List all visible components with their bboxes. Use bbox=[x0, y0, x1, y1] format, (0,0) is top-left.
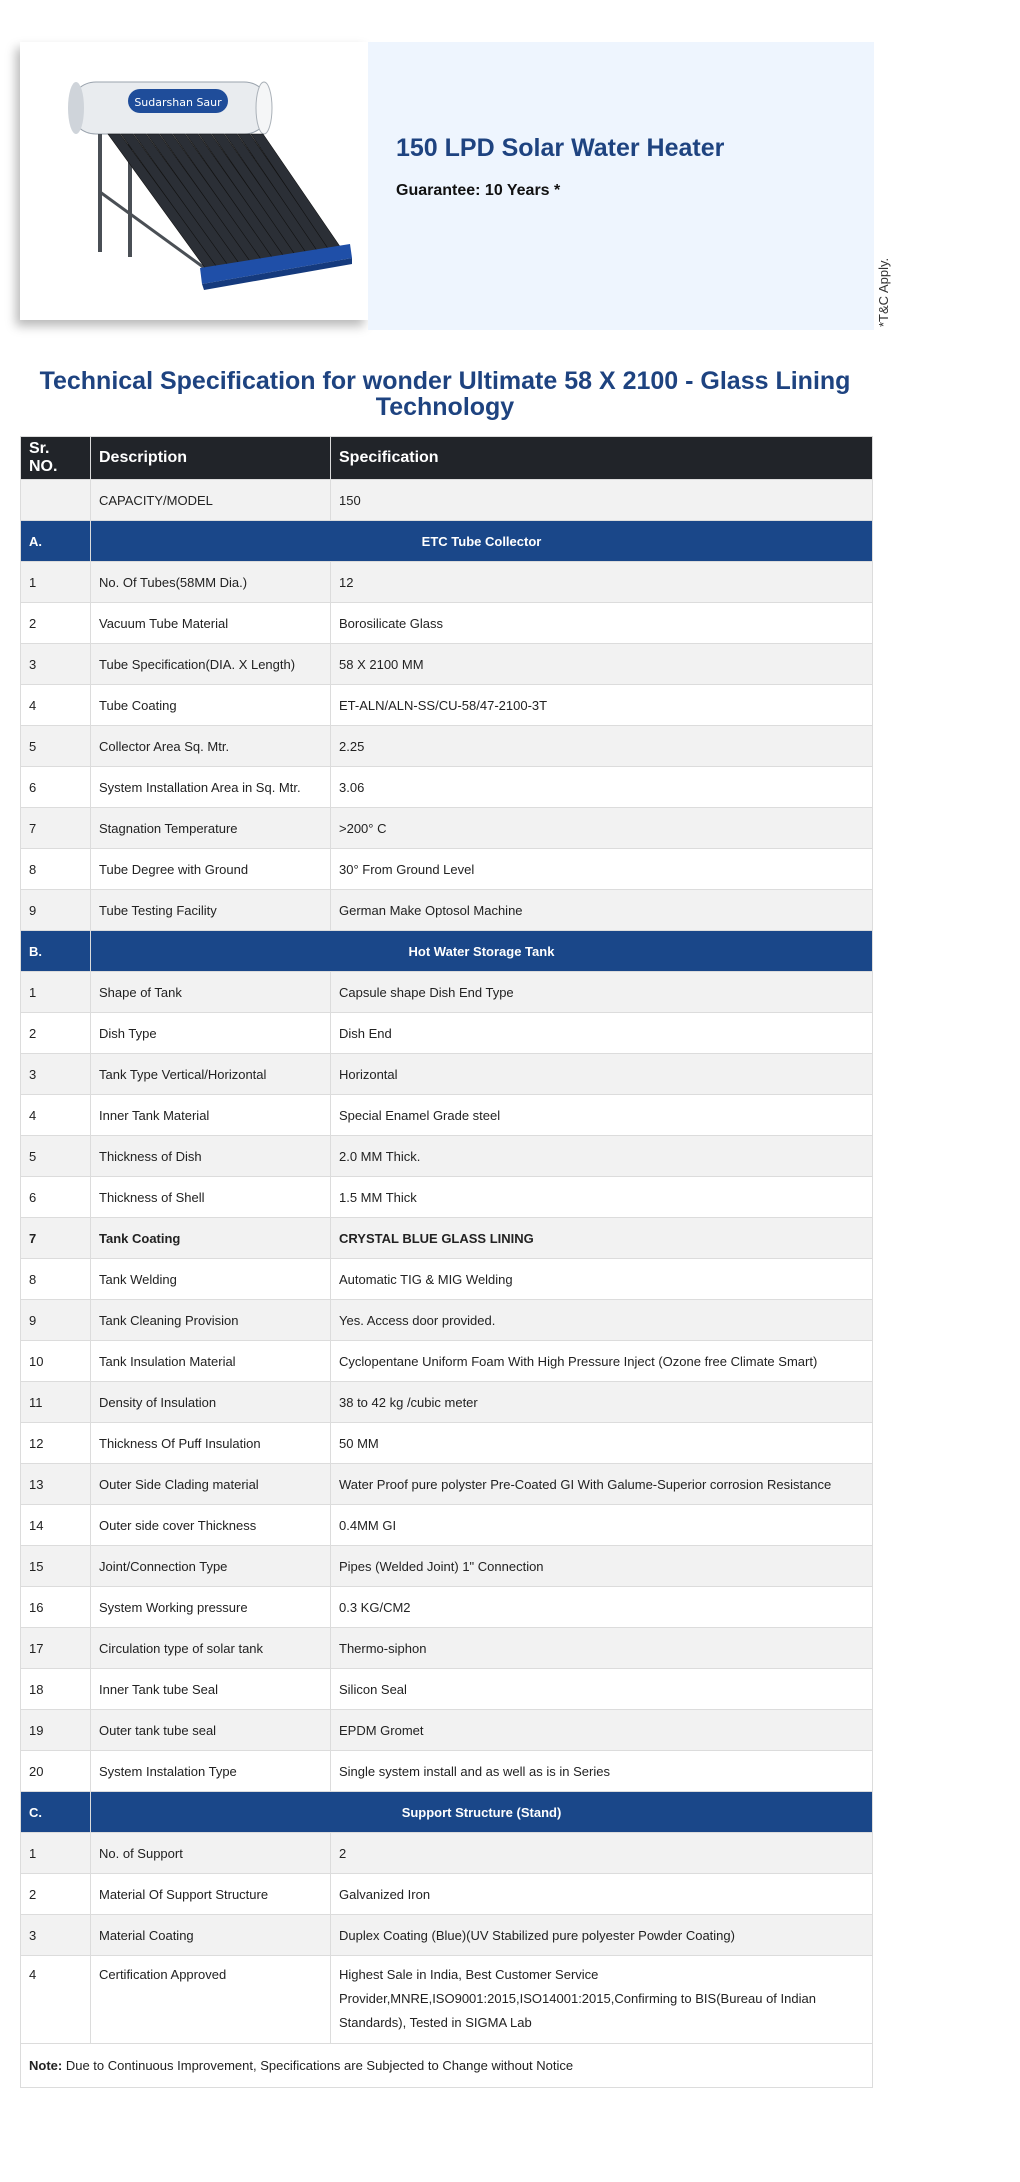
row-description: Tank Type Vertical/Horizontal bbox=[91, 1054, 331, 1095]
row-sr: 3 bbox=[21, 1915, 91, 1956]
table-row bbox=[21, 1751, 873, 1792]
section-name: Hot Water Storage Tank bbox=[91, 931, 873, 972]
row-description: Thickness of Shell bbox=[91, 1177, 331, 1218]
section-header-row bbox=[21, 521, 873, 562]
row-sr: 12 bbox=[21, 1423, 91, 1464]
row-description: Vacuum Tube Material bbox=[91, 603, 331, 644]
table-row bbox=[21, 1300, 873, 1341]
row-specification: Borosilicate Glass bbox=[331, 603, 873, 644]
table-row bbox=[21, 1833, 873, 1874]
row-sr: 7 bbox=[21, 808, 91, 849]
table-row bbox=[21, 1259, 873, 1300]
table-row bbox=[21, 1464, 873, 1505]
row-specification: 50 MM bbox=[331, 1423, 873, 1464]
row-description: Tube Testing Facility bbox=[91, 890, 331, 931]
row-specification: EPDM Gromet bbox=[331, 1710, 873, 1751]
product-title: 150 LPD Solar Water Heater bbox=[396, 134, 725, 162]
row-description: Tank Welding bbox=[91, 1259, 331, 1300]
row-description: Tube Coating bbox=[91, 685, 331, 726]
row-description: Joint/Connection Type bbox=[91, 1546, 331, 1587]
row-specification: 58 X 2100 MM bbox=[331, 644, 873, 685]
row-specification: Capsule shape Dish End Type bbox=[331, 972, 873, 1013]
row-specification: Silicon Seal bbox=[331, 1669, 873, 1710]
row-sr: 20 bbox=[21, 1751, 91, 1792]
table-row bbox=[21, 1669, 873, 1710]
section-id: B. bbox=[21, 931, 91, 972]
row-specification: Automatic TIG & MIG Welding bbox=[331, 1259, 873, 1300]
solar-water-heater-illustration bbox=[60, 72, 360, 322]
row-specification: Dish End bbox=[331, 1013, 873, 1054]
row-specification: Water Proof pure polyster Pre-Coated GI With Galume-Superior corrosion Resistance bbox=[331, 1464, 873, 1505]
row-sr: 13 bbox=[21, 1464, 91, 1505]
guarantee-text: Guarantee: 10 Years * bbox=[396, 182, 561, 199]
table-row bbox=[21, 1710, 873, 1751]
table-row bbox=[21, 1013, 873, 1054]
section-id: C. bbox=[21, 1792, 91, 1833]
row-specification: Thermo-siphon bbox=[331, 1628, 873, 1669]
row-description: Tank Coating bbox=[91, 1218, 331, 1259]
row-sr: 4 bbox=[21, 1095, 91, 1136]
row-specification: 12 bbox=[331, 562, 873, 603]
table-row bbox=[21, 972, 873, 1013]
row-sr: 2 bbox=[21, 1013, 91, 1054]
row-description: No. of Support bbox=[91, 1833, 331, 1874]
row-description: System Installation Area in Sq. Mtr. bbox=[91, 767, 331, 808]
row-sr: 15 bbox=[21, 1546, 91, 1587]
row-sr: 4 bbox=[21, 685, 91, 726]
row-sr: 6 bbox=[21, 1177, 91, 1218]
row-description: Tube Degree with Ground bbox=[91, 849, 331, 890]
row-description: Material Coating bbox=[91, 1915, 331, 1956]
table-row bbox=[21, 1874, 873, 1915]
row-sr: 4 bbox=[21, 1956, 91, 2044]
row-specification: Highest Sale in India, Best Customer Service Provider,MNRE,ISO9001:2015,ISO14001:2015,Confirming to BIS(Bureau of Indian Standards), Tested in SIGMA Lab bbox=[331, 1956, 873, 2044]
row-description: Circulation type of solar tank bbox=[91, 1628, 331, 1669]
row-specification: Yes. Access door provided. bbox=[331, 1300, 873, 1341]
row-sr: 8 bbox=[21, 849, 91, 890]
row-specification: ET-ALN/ALN-SS/CU-58/47-2100-3T bbox=[331, 685, 873, 726]
row-specification: 30° From Ground Level bbox=[331, 849, 873, 890]
row-specification: 3.06 bbox=[331, 767, 873, 808]
row-description: CAPACITY/MODEL bbox=[91, 480, 331, 521]
row-sr: 11 bbox=[21, 1382, 91, 1423]
row-description: Outer Side Clading material bbox=[91, 1464, 331, 1505]
row-sr: 7 bbox=[21, 1218, 91, 1259]
table-header-row bbox=[21, 437, 873, 480]
row-sr: 19 bbox=[21, 1710, 91, 1751]
row-specification: 150 bbox=[331, 480, 873, 521]
table-row bbox=[21, 1915, 873, 1956]
table-row bbox=[21, 644, 873, 685]
section-name: ETC Tube Collector bbox=[91, 521, 873, 562]
table-row bbox=[21, 1218, 873, 1259]
table-row bbox=[21, 767, 873, 808]
table-row bbox=[21, 808, 873, 849]
row-specification: 0.4MM GI bbox=[331, 1505, 873, 1546]
row-specification: German Make Optosol Machine bbox=[331, 890, 873, 931]
specification-heading: Technical Specification for wonder Ultimate 58 X 2100 - Glass Lining Technology bbox=[39, 367, 851, 421]
row-description: Tank Cleaning Provision bbox=[91, 1300, 331, 1341]
table-row bbox=[21, 685, 873, 726]
row-specification: Cyclopentane Uniform Foam With High Pressure Inject (Ozone free Climate Smart) bbox=[331, 1341, 873, 1382]
row-description: Shape of Tank bbox=[91, 972, 331, 1013]
row-sr: 1 bbox=[21, 972, 91, 1013]
row-sr: 1 bbox=[21, 1833, 91, 1874]
table-row bbox=[21, 1054, 873, 1095]
table-row bbox=[21, 1095, 873, 1136]
row-sr: 1 bbox=[21, 562, 91, 603]
row-specification: 0.3 KG/CM2 bbox=[331, 1587, 873, 1628]
header-description: Description bbox=[91, 437, 331, 480]
row-specification: 2 bbox=[331, 1833, 873, 1874]
row-description: Inner Tank tube Seal bbox=[91, 1669, 331, 1710]
row-specification: Galvanized Iron bbox=[331, 1874, 873, 1915]
row-sr bbox=[21, 480, 91, 521]
header-specification: Specification bbox=[331, 437, 873, 480]
section-name: Support Structure (Stand) bbox=[91, 1792, 873, 1833]
table-row bbox=[21, 1423, 873, 1464]
row-specification: Horizontal bbox=[331, 1054, 873, 1095]
row-sr: 14 bbox=[21, 1505, 91, 1546]
row-sr: 3 bbox=[21, 644, 91, 685]
row-description: Collector Area Sq. Mtr. bbox=[91, 726, 331, 767]
terms-note: *T&C Apply. bbox=[876, 257, 891, 327]
row-specification: 38 to 42 kg /cubic meter bbox=[331, 1382, 873, 1423]
table-row bbox=[21, 1628, 873, 1669]
row-sr: 3 bbox=[21, 1054, 91, 1095]
row-sr: 10 bbox=[21, 1341, 91, 1382]
product-info-panel bbox=[368, 42, 891, 330]
table-row bbox=[21, 726, 873, 767]
row-description: System Working pressure bbox=[91, 1587, 331, 1628]
row-sr: 16 bbox=[21, 1587, 91, 1628]
row-description: Thickness of Dish bbox=[91, 1136, 331, 1177]
table-row bbox=[21, 603, 873, 644]
product-image bbox=[20, 42, 368, 320]
row-sr: 2 bbox=[21, 1874, 91, 1915]
note-cell bbox=[21, 2044, 873, 2088]
row-sr: 9 bbox=[21, 890, 91, 931]
row-specification: 2.0 MM Thick. bbox=[331, 1136, 873, 1177]
row-description: Tank Insulation Material bbox=[91, 1341, 331, 1382]
row-specification: >200° C bbox=[331, 808, 873, 849]
row-sr: 9 bbox=[21, 1300, 91, 1341]
row-sr: 17 bbox=[21, 1628, 91, 1669]
table-row bbox=[21, 480, 873, 521]
row-description: System Instalation Type bbox=[91, 1751, 331, 1792]
table-row bbox=[21, 1136, 873, 1177]
table-row bbox=[21, 1546, 873, 1587]
row-description: Dish Type bbox=[91, 1013, 331, 1054]
row-sr: 5 bbox=[21, 726, 91, 767]
row-specification: 1.5 MM Thick bbox=[331, 1177, 873, 1218]
brand-label: Sudarshan Saur bbox=[134, 96, 222, 109]
specification-table bbox=[20, 436, 873, 2088]
row-description: Stagnation Temperature bbox=[91, 808, 331, 849]
table-row bbox=[21, 1382, 873, 1423]
row-sr: 18 bbox=[21, 1669, 91, 1710]
row-description: Material Of Support Structure bbox=[91, 1874, 331, 1915]
table-row bbox=[21, 1341, 873, 1382]
row-specification: Special Enamel Grade steel bbox=[331, 1095, 873, 1136]
section-header-row bbox=[21, 1792, 873, 1833]
table-row bbox=[21, 1956, 873, 2044]
note-row bbox=[21, 2044, 873, 2088]
row-specification: Single system install and as well as is in Series bbox=[331, 1751, 873, 1792]
row-description: Tube Specification(DIA. X Length) bbox=[91, 644, 331, 685]
product-hero bbox=[12, 42, 891, 330]
section-header-row bbox=[21, 931, 873, 972]
row-description: Outer side cover Thickness bbox=[91, 1505, 331, 1546]
row-description: No. Of Tubes(58MM Dia.) bbox=[91, 562, 331, 603]
row-description: Outer tank tube seal bbox=[91, 1710, 331, 1751]
header-sr-no: Sr. NO. bbox=[21, 437, 91, 480]
table-row bbox=[21, 1505, 873, 1546]
row-specification: CRYSTAL BLUE GLASS LINING bbox=[331, 1218, 873, 1259]
table-row bbox=[21, 849, 873, 890]
row-sr: 6 bbox=[21, 767, 91, 808]
note-label: Note: bbox=[29, 2058, 63, 2073]
row-sr: 8 bbox=[21, 1259, 91, 1300]
row-description: Thickness Of Puff Insulation bbox=[91, 1423, 331, 1464]
section-id: A. bbox=[21, 521, 91, 562]
row-sr: 2 bbox=[21, 603, 91, 644]
table-row bbox=[21, 1177, 873, 1218]
row-specification: Duplex Coating (Blue)(UV Stabilized pure polyester Powder Coating) bbox=[331, 1915, 873, 1956]
row-specification: Pipes (Welded Joint) 1" Connection bbox=[331, 1546, 873, 1587]
row-sr: 5 bbox=[21, 1136, 91, 1177]
row-description: Density of Insulation bbox=[91, 1382, 331, 1423]
row-description: Inner Tank Material bbox=[91, 1095, 331, 1136]
row-description: Certification Approved bbox=[91, 1956, 331, 2044]
table-row bbox=[21, 890, 873, 931]
table-row bbox=[21, 1587, 873, 1628]
table-row bbox=[21, 562, 873, 603]
note-text: Due to Continuous Improvement, Specifications are Subjected to Change without Notice bbox=[62, 2058, 574, 2073]
row-specification: 2.25 bbox=[331, 726, 873, 767]
